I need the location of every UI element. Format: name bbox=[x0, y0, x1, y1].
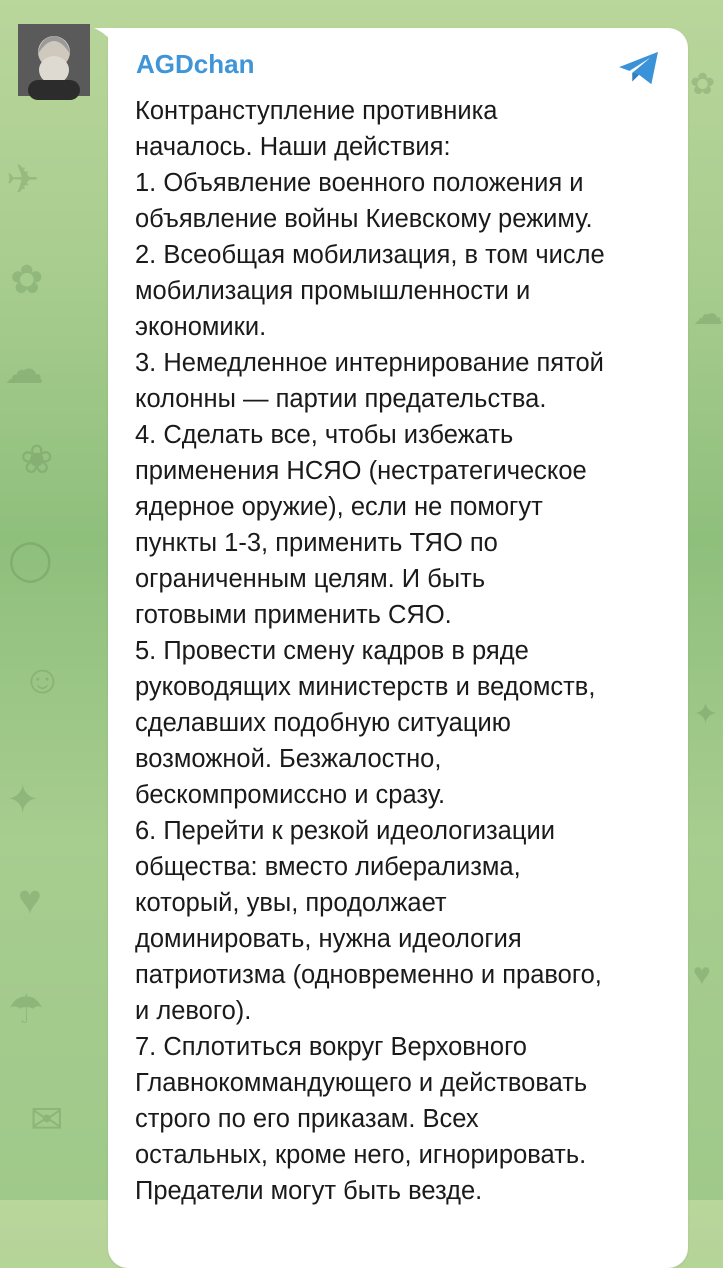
message-line: 1. Объявление военного положения и bbox=[135, 169, 584, 197]
message-line: 5. Провести смену кадров в ряде bbox=[135, 637, 529, 665]
wallpaper-doodle-icon: ♥ bbox=[693, 958, 711, 991]
message-line: пункты 1-3, применить ТЯО по bbox=[135, 529, 498, 557]
message-line: доминировать, нужна идеология bbox=[135, 925, 522, 953]
message-line: 6. Перейти к резкой идеологизации bbox=[135, 817, 555, 845]
message-line: ядерное оружие), если не помогут bbox=[135, 493, 543, 521]
message-line: сделавших подобную ситуацию bbox=[135, 709, 511, 737]
wallpaper-doodle-icon: ◯ bbox=[8, 538, 53, 582]
wallpaper-doodle-icon: ✦ bbox=[693, 698, 719, 731]
message-line: патриотизма (одновременно и правого, bbox=[135, 961, 602, 989]
channel-avatar[interactable] bbox=[18, 24, 90, 96]
message-line: экономики. bbox=[135, 313, 267, 341]
message-line: 3. Немедленное интернирование пятой bbox=[135, 349, 604, 377]
message-line: 4. Сделать все, чтобы избежать bbox=[135, 421, 514, 449]
message-line: Предатели могут быть везде. bbox=[135, 1177, 483, 1205]
message-line: применения НСЯО (нестратегическое bbox=[135, 457, 587, 485]
message-line: Главнокоммандующего и действовать bbox=[135, 1069, 588, 1097]
message-bubble[interactable] bbox=[108, 28, 688, 1268]
user-avatar-icon bbox=[18, 24, 90, 96]
message-line: готовыми применить СЯО. bbox=[135, 601, 452, 629]
wallpaper-doodle-icon: ❀ bbox=[20, 438, 54, 482]
message-text bbox=[135, 93, 675, 1209]
message-line: 2. Всеобщая мобилизация, в том числе bbox=[135, 241, 605, 269]
wallpaper-doodle-icon: ✈ bbox=[6, 158, 40, 202]
message-line: Контранступление противника bbox=[135, 97, 498, 125]
message-line: началось. Наши действия: bbox=[135, 133, 451, 161]
message-line: руководящих министерств и ведомств, bbox=[135, 673, 596, 701]
message-line: остальных, кроме него, игнорировать. bbox=[135, 1141, 587, 1169]
wallpaper-doodle-icon: ✦ bbox=[6, 778, 40, 822]
wallpaper-doodle-icon: ✿ bbox=[690, 68, 716, 101]
message-line: мобилизация промышленности и bbox=[135, 277, 531, 305]
message-line: бескомпромиссно и сразу. bbox=[135, 781, 446, 809]
wallpaper-doodle-icon: ☺ bbox=[22, 658, 63, 702]
message-line: 7. Сплотиться вокруг Верховного bbox=[135, 1033, 527, 1061]
sender-name[interactable]: AGDchan bbox=[136, 49, 255, 79]
message-line: возможной. Безжалостно, bbox=[135, 745, 442, 773]
telegram-share-icon[interactable] bbox=[616, 50, 662, 88]
message-line: который, увы, продолжает bbox=[135, 889, 447, 917]
message-line: строго по его приказам. Всех bbox=[135, 1105, 479, 1133]
wallpaper-doodle-icon: ☁ bbox=[693, 298, 723, 331]
wallpaper-doodle-icon: ☁ bbox=[4, 348, 44, 392]
message-line: и левого). bbox=[135, 997, 252, 1025]
wallpaper-doodle-icon: ✉ bbox=[30, 1098, 64, 1142]
message-line: колонны — партии предательства. bbox=[135, 385, 547, 413]
wallpaper-doodle-icon: ✿ bbox=[10, 258, 44, 302]
message-line: общества: вместо либерализма, bbox=[135, 853, 521, 881]
wallpaper-doodle-icon: ♥ bbox=[18, 878, 42, 922]
message-line: объявление войны Киевскому режиму. bbox=[135, 205, 593, 233]
wallpaper-doodle-icon: ☂ bbox=[8, 988, 44, 1032]
message-line: ограниченным целям. И быть bbox=[135, 565, 486, 593]
